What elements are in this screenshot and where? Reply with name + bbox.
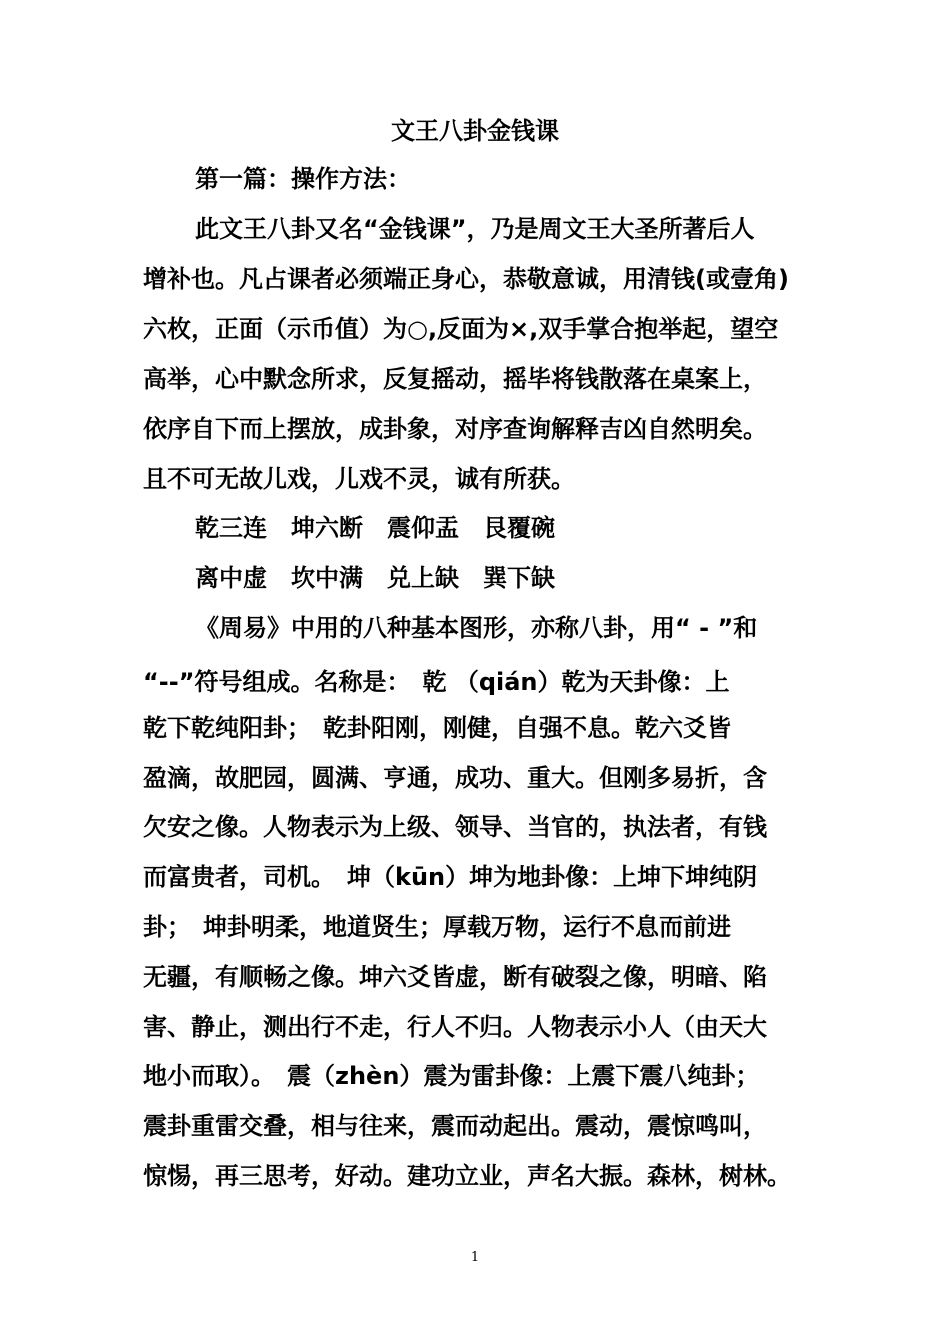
body-line: 震卦重雷交叠，相与往来，震而动起出。震动，震惊鸣叫， <box>143 1112 767 1140</box>
body-line: 乾下乾纯阳卦； 乾卦阳刚，刚健，自强不息。乾六爻皆 <box>143 714 731 742</box>
body-line: 增补也。凡占课者必须端正身心，恭敬意诚，用清钱(或壹角) <box>143 265 789 293</box>
trigram-mnemonic-line: 离中虚 坎中满 兑上缺 巽下缺 <box>195 564 555 592</box>
trigram-mnemonic-line: 乾三连 坤六断 震仰盂 艮覆碗 <box>195 514 555 542</box>
document-title: 文王八卦金钱课 <box>391 117 559 145</box>
body-line: 依序自下而上摆放，成卦象，对序查询解释吉凶自然明矣。 <box>143 415 767 443</box>
body-line: 而富贵者，司机。 坤（kūn）坤为地卦像：上坤下坤纯阴 <box>143 863 758 891</box>
body-line: 高举，心中默念所求，反复摇动，摇毕将钱散落在桌案上， <box>143 365 767 393</box>
body-line: 六枚，正面（示币值）为○,反面为×,双手掌合抱举起，望空 <box>143 315 779 343</box>
body-line: 《周易》中用的八种基本图形，亦称八卦，用“ - ”和 <box>195 614 758 642</box>
body-line: 盈滴，故肥园，圆满、亨通，成功、重大。但刚多易折，含 <box>143 764 767 792</box>
body-line: 此文王八卦又名“金钱课”，乃是周文王大圣所著后人 <box>195 215 755 243</box>
body-line: 地小而取）。 震（zhèn）震为雷卦像：上震下震八纯卦； <box>143 1062 760 1090</box>
section-heading: 第一篇：操作方法： <box>195 165 411 193</box>
page-number: 1 <box>470 1250 480 1265</box>
body-line: 惊惕，再三思考，好动。建功立业，声名大振。森林，树林。 <box>143 1162 791 1190</box>
body-line: “--”符号组成。名称是： 乾 （qián）乾为天卦像：上 <box>143 668 730 696</box>
body-line: 害、静止，测出行不走，行人不归。人物表示小人（由天大 <box>143 1013 767 1041</box>
body-line: 欠安之像。人物表示为上级、领导、当官的，执法者，有钱 <box>143 813 767 841</box>
body-line: 无疆，有顺畅之像。坤六爻皆虚，断有破裂之像，明暗、陷 <box>143 963 767 991</box>
body-line: 且不可无故儿戏，儿戏不灵，诚有所获。 <box>143 465 575 493</box>
body-line: 卦； 坤卦明柔，地道贤生；厚载万物，运行不息而前进 <box>143 913 731 941</box>
